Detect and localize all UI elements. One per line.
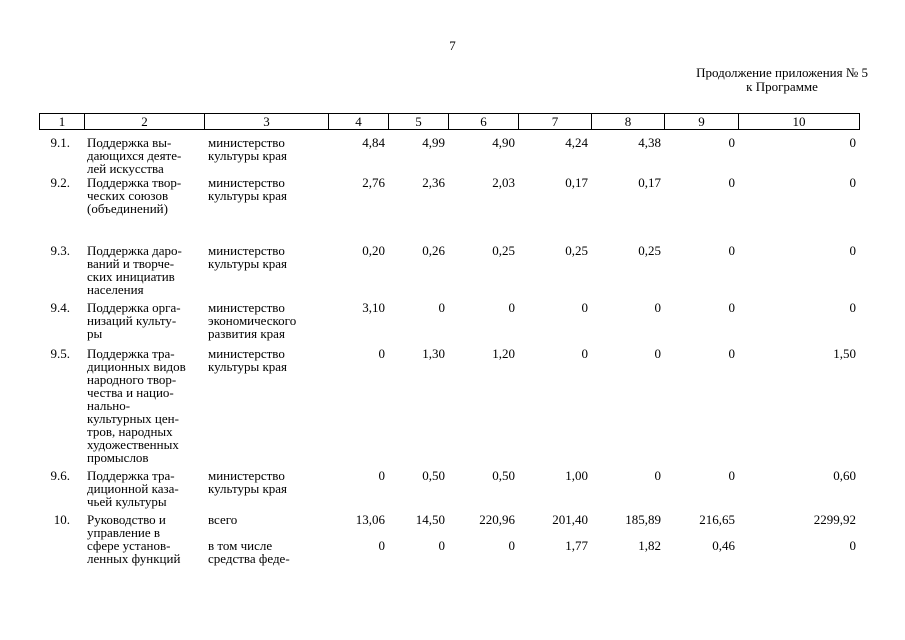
cell-line: 2,36 — [422, 175, 445, 190]
cell-line: 201,40 — [552, 512, 588, 527]
cell-line: 4,90 — [492, 135, 515, 150]
row-value — [448, 176, 518, 244]
column-header: 2 — [85, 114, 205, 130]
cell-line: 185,89 — [625, 512, 661, 527]
row-value — [664, 176, 738, 244]
cell-line: культурных цен- — [87, 411, 179, 426]
cell-line: сфере установ- — [87, 538, 171, 553]
program-table — [39, 136, 859, 573]
cell-line: народного твор- — [87, 372, 177, 387]
row-value — [664, 513, 738, 573]
cell-line — [392, 526, 445, 539]
cell-line: 9.2. — [50, 175, 70, 190]
row-value — [448, 301, 518, 347]
cell-line: 0,17 — [638, 175, 661, 190]
cell-line: Поддержка тра- — [87, 468, 175, 483]
cell-line: населения — [87, 282, 144, 297]
row-value — [388, 244, 448, 301]
column-header: 6 — [449, 114, 519, 130]
cell-line: 0,46 — [712, 538, 735, 553]
cell-line: 9.5. — [50, 346, 70, 361]
cell-line: 0 — [654, 468, 661, 483]
cell-line: 4,99 — [422, 135, 445, 150]
cell-line: ских инициатив — [87, 269, 175, 284]
row-value — [591, 244, 664, 301]
row-value — [328, 513, 388, 573]
cell-line: министерство — [208, 300, 285, 315]
row-executor — [204, 469, 328, 513]
row-value — [388, 176, 448, 244]
cell-line: диционной каза- — [87, 481, 179, 496]
cell-line: 0 — [581, 346, 588, 361]
cell-line: лей искусства — [87, 161, 164, 176]
row-executor — [204, 176, 328, 244]
cell-line: управление в — [87, 525, 161, 540]
cell-line: министерство — [208, 346, 285, 361]
row-index — [39, 513, 84, 573]
row-value — [591, 136, 664, 176]
row-value — [591, 347, 664, 469]
cell-line: 1,30 — [422, 346, 445, 361]
row-value — [388, 301, 448, 347]
cell-line: 14,50 — [415, 512, 445, 527]
column-header: 10 — [739, 114, 860, 130]
cell-line: 0 — [728, 346, 735, 361]
row-value — [518, 469, 591, 513]
row-executor — [204, 301, 328, 347]
row-value — [388, 469, 448, 513]
cell-line: Поддержка твор- — [87, 175, 182, 190]
cell-line: 1,20 — [492, 346, 515, 361]
cell-line: 0 — [438, 538, 445, 553]
row-value — [388, 136, 448, 176]
cell-line: чьей культуры — [87, 494, 167, 509]
cell-line: 0 — [654, 346, 661, 361]
cell-line: 4,24 — [565, 135, 588, 150]
column-header: 3 — [205, 114, 329, 130]
cell-line: 0,25 — [638, 243, 661, 258]
row-value — [591, 176, 664, 244]
row-name — [84, 301, 204, 347]
cell-line: 0 — [654, 300, 661, 315]
cell-line: 1,82 — [638, 538, 661, 553]
cell-line: 0 — [728, 468, 735, 483]
column-header-row — [40, 114, 860, 130]
cell-line: Поддержка вы- — [87, 135, 172, 150]
row-value — [664, 301, 738, 347]
row-name — [84, 136, 204, 176]
cell-line: 9.1. — [50, 135, 70, 150]
cell-line: культуры края — [208, 256, 288, 271]
row-value — [518, 347, 591, 469]
cell-line — [742, 526, 856, 539]
appendix-note-line1: Продолжение приложения № 5 — [696, 65, 868, 80]
cell-line: (объединений) — [87, 201, 168, 216]
column-header-table — [39, 113, 860, 130]
cell-line: Поддержка орга- — [87, 300, 181, 315]
row-value — [738, 469, 859, 513]
cell-line: тров, народных — [87, 424, 173, 439]
cell-line: в том числе — [208, 538, 273, 553]
table-row — [39, 244, 859, 301]
row-index — [39, 301, 84, 347]
cell-line: ваний и творче- — [87, 256, 175, 271]
row-value — [518, 244, 591, 301]
row-name — [84, 347, 204, 469]
cell-line: 0 — [728, 300, 735, 315]
table-row — [39, 301, 859, 347]
row-value — [448, 469, 518, 513]
cell-line: 0,25 — [492, 243, 515, 258]
row-value — [448, 244, 518, 301]
row-index — [39, 469, 84, 513]
cell-line: 0 — [378, 538, 385, 553]
cell-line: культуры края — [208, 481, 288, 496]
row-value — [591, 301, 664, 347]
row-value — [738, 301, 859, 347]
row-value — [664, 469, 738, 513]
cell-line: Поддержка даро- — [87, 243, 182, 258]
cell-line: 13,06 — [355, 512, 385, 527]
cell-line: 0 — [849, 135, 856, 150]
column-header: 5 — [389, 114, 449, 130]
row-value — [448, 136, 518, 176]
cell-line: 0 — [378, 346, 385, 361]
cell-line: 9.4. — [50, 300, 70, 315]
cell-line: развития края — [208, 326, 285, 341]
cell-line: ческих союзов — [87, 188, 169, 203]
cell-line: 0,50 — [492, 468, 515, 483]
cell-line: 0 — [849, 300, 856, 315]
cell-line: 220,96 — [479, 512, 515, 527]
cell-line: 0,25 — [565, 243, 588, 258]
cell-line: 10. — [53, 512, 70, 527]
cell-line: 0,17 — [565, 175, 588, 190]
cell-line: министерство — [208, 468, 285, 483]
row-name — [84, 469, 204, 513]
row-value — [328, 301, 388, 347]
column-header: 7 — [519, 114, 592, 130]
row-index — [39, 347, 84, 469]
cell-line: 2299,92 — [813, 512, 856, 527]
cell-line — [332, 526, 385, 539]
row-value — [664, 136, 738, 176]
table-row — [39, 347, 859, 469]
cell-line: 0 — [581, 300, 588, 315]
row-name — [84, 176, 204, 244]
cell-line: 1,00 — [565, 468, 588, 483]
cell-line: Руководство и — [87, 512, 166, 527]
row-value — [328, 347, 388, 469]
cell-line: нально- — [87, 398, 131, 413]
appendix-note-line2: к Программе — [746, 79, 818, 94]
column-header: 9 — [665, 114, 739, 130]
column-header: 4 — [329, 114, 389, 130]
row-value — [518, 513, 591, 573]
cell-line: культуры края — [208, 148, 288, 163]
table-body — [39, 136, 859, 573]
row-value — [518, 176, 591, 244]
cell-line: диционных видов — [87, 359, 186, 374]
row-executor — [204, 347, 328, 469]
row-value — [738, 347, 859, 469]
cell-line: 1,77 — [565, 538, 588, 553]
cell-line: министерство — [208, 175, 285, 190]
row-value — [328, 244, 388, 301]
row-index — [39, 136, 84, 176]
row-value — [448, 513, 518, 573]
cell-line: 0,26 — [422, 243, 445, 258]
cell-line: 4,84 — [362, 135, 385, 150]
cell-line: 3,10 — [362, 300, 385, 315]
row-index — [39, 244, 84, 301]
cell-line: 0 — [728, 135, 735, 150]
page-number: 7 — [449, 38, 456, 53]
cell-line: экономического — [208, 313, 297, 328]
row-value — [738, 244, 859, 301]
row-value — [738, 136, 859, 176]
row-value — [328, 136, 388, 176]
cell-line: 0 — [849, 243, 856, 258]
cell-line: средства феде- — [208, 551, 290, 566]
cell-line — [452, 526, 515, 539]
row-value — [738, 176, 859, 244]
table-row — [39, 469, 859, 513]
cell-line: ленных функций — [87, 551, 181, 566]
cell-line: 0 — [508, 300, 515, 315]
row-value — [664, 347, 738, 469]
cell-line: министерство — [208, 135, 285, 150]
cell-line: Поддержка тра- — [87, 346, 175, 361]
cell-line: низаций культу- — [87, 313, 177, 328]
cell-line: 0,60 — [833, 468, 856, 483]
row-value — [738, 513, 859, 573]
row-value — [448, 347, 518, 469]
row-value — [328, 469, 388, 513]
row-value — [591, 469, 664, 513]
column-header: 1 — [40, 114, 85, 130]
row-executor — [204, 513, 328, 573]
row-value — [518, 136, 591, 176]
cell-line: художественных — [87, 437, 179, 452]
cell-line: 0,20 — [362, 243, 385, 258]
row-executor — [204, 136, 328, 176]
cell-line: 0 — [438, 300, 445, 315]
cell-line: культуры края — [208, 359, 288, 374]
cell-line: министерство — [208, 243, 285, 258]
cell-line: 0 — [728, 243, 735, 258]
cell-line: дающихся деяте- — [87, 148, 182, 163]
cell-line: 9.6. — [50, 468, 70, 483]
cell-line: 9.3. — [50, 243, 70, 258]
cell-line: 2,76 — [362, 175, 385, 190]
cell-line: культуры края — [208, 188, 288, 203]
row-name — [84, 513, 204, 573]
cell-line: 0 — [849, 175, 856, 190]
cell-line: 0 — [508, 538, 515, 553]
row-value — [388, 513, 448, 573]
appendix-note — [696, 66, 868, 94]
row-value — [591, 513, 664, 573]
row-index — [39, 176, 84, 244]
table-row — [39, 513, 859, 573]
cell-line: 4,38 — [638, 135, 661, 150]
cell-line: 1,50 — [833, 346, 856, 361]
row-value — [328, 176, 388, 244]
cell-line: 0 — [378, 468, 385, 483]
column-header: 8 — [592, 114, 665, 130]
cell-line: ры — [87, 326, 103, 341]
cell-line: 2,03 — [492, 175, 515, 190]
cell-line: 0 — [728, 175, 735, 190]
row-value — [518, 301, 591, 347]
row-value — [388, 347, 448, 469]
row-value — [664, 244, 738, 301]
row-executor — [204, 244, 328, 301]
cell-line: 216,65 — [699, 512, 735, 527]
cell-line: промыслов — [87, 450, 149, 465]
cell-line: 0 — [849, 538, 856, 553]
row-name — [84, 244, 204, 301]
cell-line: 0,50 — [422, 468, 445, 483]
cell-line: всего — [208, 512, 238, 527]
table-row — [39, 176, 859, 244]
table-row — [39, 136, 859, 176]
cell-line: чества и нацио- — [87, 385, 174, 400]
